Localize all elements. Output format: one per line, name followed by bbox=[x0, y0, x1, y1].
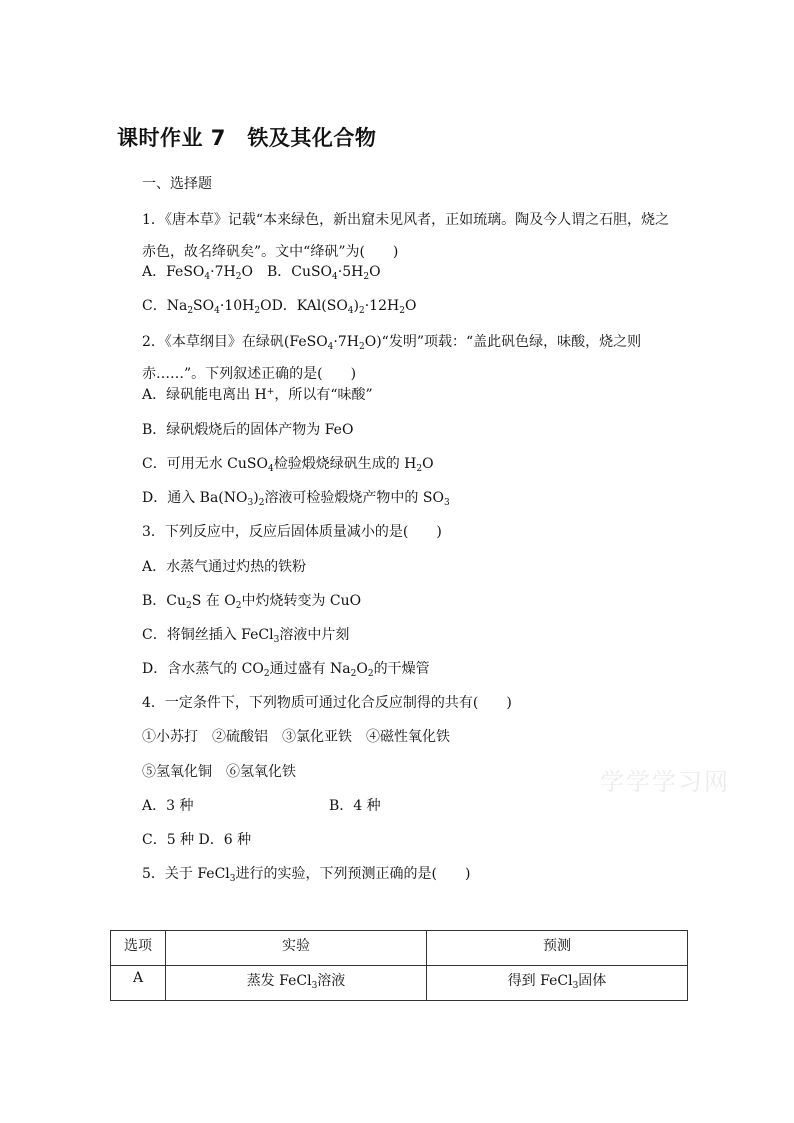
question-5-table bbox=[110, 930, 688, 1001]
question-2-option-d: D．通入 $Ba(NO_3)_2$溶液可检验煅烧产物中的 $SO_3$ bbox=[142, 490, 450, 508]
table-header-row bbox=[111, 931, 688, 966]
watermark: 学学学习网 bbox=[600, 768, 730, 796]
question-4-items-2: ⑤氢氧化铜 ⑥氢氧化铁 bbox=[142, 764, 296, 780]
question-2-option-c: C．可用无水 CuSO$_4$检验煅烧绿矾生成的 $H_2O$ bbox=[142, 456, 434, 474]
question-1-options-cd: C．$Na_2SO_4\cdot 10H_2OD$．$KAl(SO_4)_2\cdot 12H_2O$ bbox=[142, 298, 417, 316]
question-3-option-b: B．$Cu_2S$ 在 $O_2$中灼烧转变为 CuO bbox=[142, 593, 362, 611]
question-2-option-b: B．绿矾煅烧后的固体产物为 FeO bbox=[142, 422, 354, 438]
question-1-options-ab: A．$FeSO_4\cdot 7H_2O$ B．$CuSO_4\cdot 5H_2O$ bbox=[142, 264, 381, 282]
question-4-option-a: A．3 种 bbox=[142, 798, 194, 814]
question-4-option-b: B．4 种 bbox=[329, 798, 381, 814]
question-5-stem: 5．关于 FeCl$_3$进行的实验，下列预测正确的是( ) bbox=[142, 866, 471, 884]
section-heading: 一、选择题 bbox=[142, 176, 212, 192]
question-1-stem: 1．《唐本草》记载“本来绿色，新出窟未见风者，正如琉璃。陶及今人谓之石胆，烧之赤色，故名绛矾矣”。文中“绛矾”为( ) bbox=[142, 212, 670, 260]
question-3-option-c: C．将铜丝插入 FeCl$_3$溶液中片刻 bbox=[142, 627, 350, 645]
table-header-prediction: 预测 bbox=[427, 931, 688, 966]
question-3-option-d: D．含水蒸气的 $CO_2$通过盛有 $Na_2O_2$的干燥管 bbox=[142, 661, 430, 679]
question-2-option-a: A．绿矾能电离出 H+，所以有“味酸” bbox=[142, 387, 373, 403]
page-title: 课时作业 7 铁及其化合物 bbox=[117, 126, 377, 150]
table-cell-option: A bbox=[111, 966, 166, 1001]
question-4-stem: 4．一定条件下，下列物质可通过化合反应制得的共有( ) bbox=[142, 695, 512, 711]
table-cell-prediction: 得到 FeCl$_3$固体 bbox=[427, 966, 688, 1001]
question-3-option-a: A．水蒸气通过灼热的铁粉 bbox=[142, 559, 307, 575]
question-3-stem: 3．下列反应中，反应后固体质量减小的是( ) bbox=[142, 524, 442, 540]
table-cell-experiment: 蒸发 FeCl$_3$溶液 bbox=[166, 966, 427, 1001]
table-header-option: 选项 bbox=[111, 931, 166, 966]
question-2-stem: 2．《本草纲目》在绿矾$(FeSO_4\cdot 7H_2O)“$发明”项载：“盖此矾色绿，味酸，烧之则赤……”。下列叙述正确的是( ) bbox=[142, 334, 642, 382]
question-4-items-1: ①小苏打 ②硫酸铝 ③氯化亚铁 ④磁性氧化铁 bbox=[142, 729, 450, 745]
table-header-experiment: 实验 bbox=[166, 931, 427, 966]
table-row bbox=[111, 966, 688, 1001]
question-4-options-cd: C．5 种 D．6 种 bbox=[142, 832, 252, 848]
